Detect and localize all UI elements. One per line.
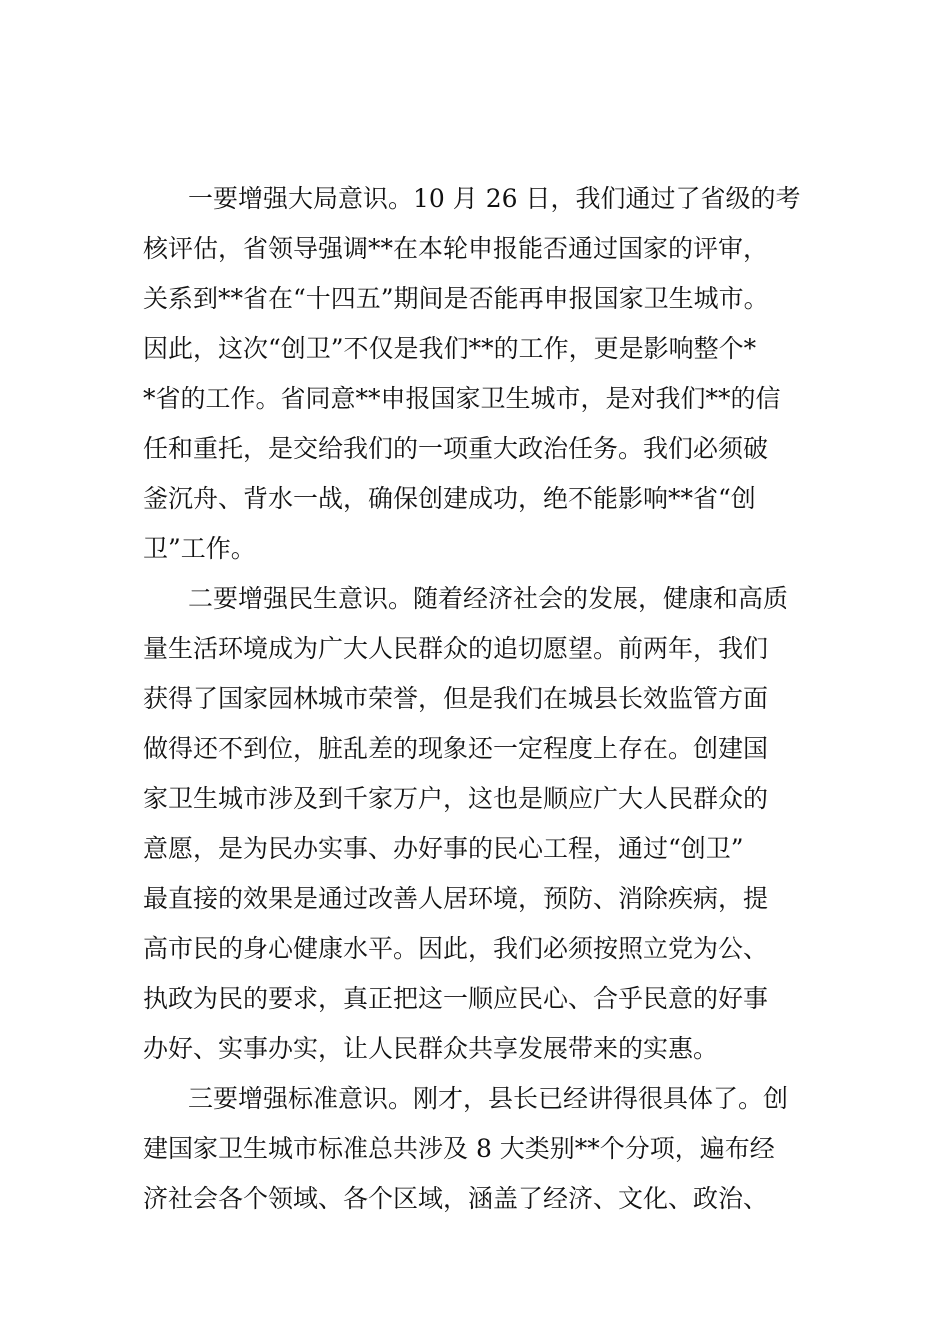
text-line: 执政为民的要求，真正把这一顺应民心、合乎民意的好事 [143, 984, 769, 1013]
text-line: 一要增强大局意识。10 月 26 日，我们通过了省级的考 [188, 184, 801, 213]
text-line: 因此，这次“创卫”不仅是我们**的工作，更是影响整个* [143, 334, 757, 363]
text-line: *省的工作。省同意**申报国家卫生城市，是对我们**的信 [143, 384, 781, 413]
text-line: 釜沉舟、背水一战，确保创建成功，绝不能影响**省“创 [143, 484, 756, 513]
paragraph-3 [143, 1074, 807, 1224]
text-line: 二要增强民生意识。随着经济社会的发展，健康和高质 [188, 584, 789, 613]
text-line: 意愿，是为民办实事、办好事的民心工程，通过“创卫” [143, 834, 744, 863]
text-line: 家卫生城市涉及到千家万户，这也是顺应广大人民群众的 [143, 784, 769, 813]
text-line: 济社会各个领域、各个区域，涵盖了经济、文化、政治、 [143, 1184, 769, 1213]
text-line: 量生活环境成为广大人民群众的追切愿望。前两年，我们 [143, 634, 769, 663]
text-line: 关系到**省在“十四五”期间是否能再申报国家卫生城市。 [143, 284, 769, 313]
text-line: 建国家卫生城市标准总共涉及 8 大类别**个分项，遍布经 [143, 1134, 775, 1163]
text-line: 做得还不到位，脏乱差的现象还一定程度上存在。创建国 [143, 734, 769, 763]
paragraph-1 [143, 174, 807, 574]
text-line: 卫”工作。 [143, 534, 256, 563]
paragraph-2 [143, 574, 807, 1074]
text-line: 最直接的效果是通过改善人居环境，预防、消除疾病，提 [143, 884, 769, 913]
text-line: 三要增强标准意识。刚才，县长已经讲得很具体了。创 [188, 1084, 789, 1113]
text-line: 任和重托，是交给我们的一项重大政治任务。我们必须破 [143, 434, 769, 463]
text-line: 办好、实事办实，让人民群众共享发展带来的实惠。 [143, 1034, 719, 1063]
text-line: 高市民的身心健康水平。因此，我们必须按照立党为公、 [143, 934, 769, 963]
text-line: 核评估，省领导强调**在本轮申报能否通过国家的评审， [143, 234, 769, 263]
document-body [143, 174, 807, 1224]
text-line: 获得了国家园林城市荣誉，但是我们在城县长效监管方面 [143, 684, 769, 713]
